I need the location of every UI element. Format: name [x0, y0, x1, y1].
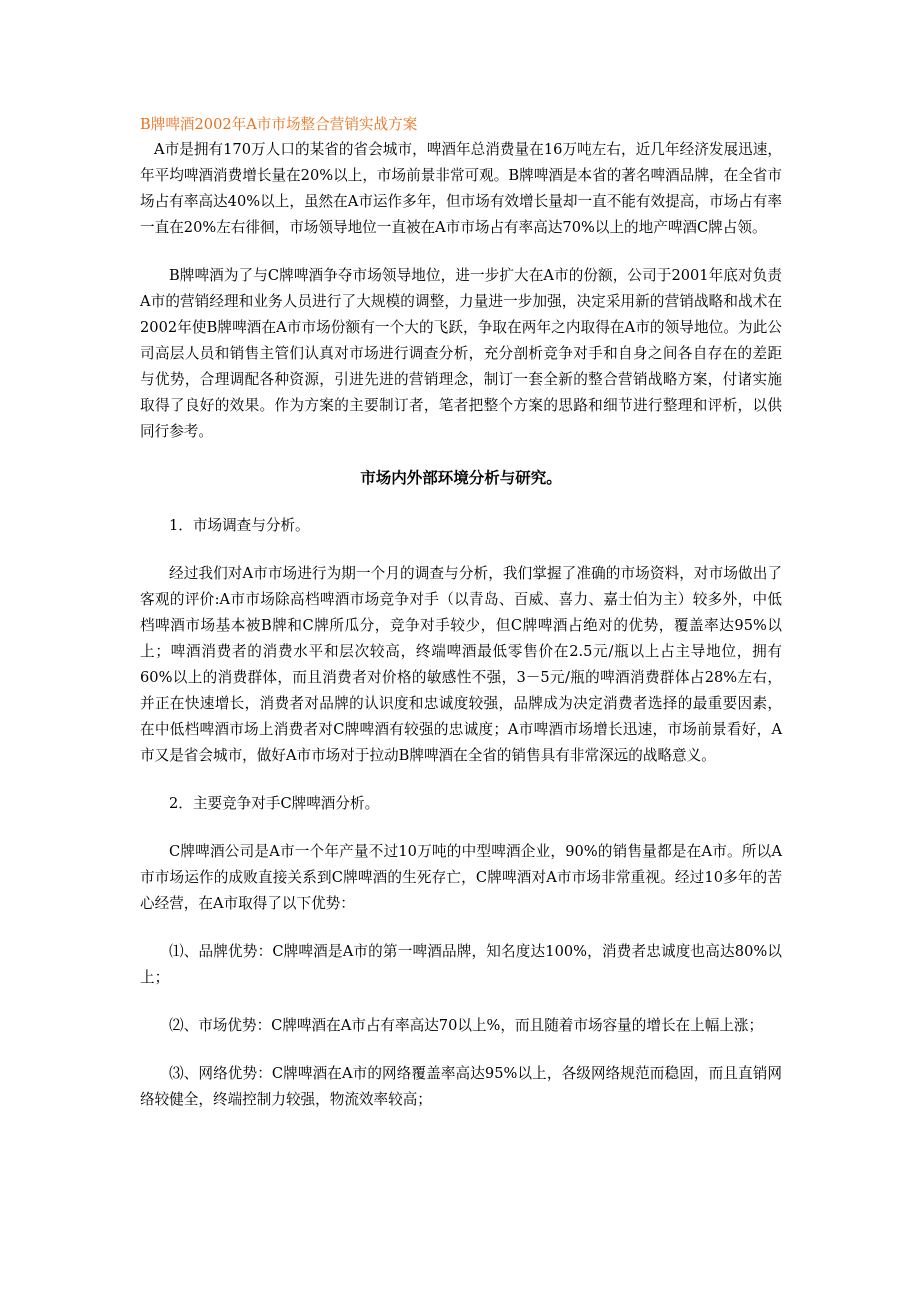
section-heading: 市场内外部环境分析与研究。: [360, 468, 562, 487]
intro-paragraph-2: B牌啤酒为了与C牌啤酒争夺市场领导地位，进一步扩大在A市的份额，公司于2001年底对负责A市的营销经理和业务人员进行了大规模的调整，力量进一步加强，决定采用新的营销战略和战术在2002年使B牌啤酒在A市市场份额有一个大的飞跃，争取在两年之内取得在A市的领导地位。为此公司高层人员和销售主管们认真对市场进行调查分析，充分剖析竞争对手和自身之间各自存在的差距与优势，合理调配各种资源，引进先进的营销理念，制订一套全新的整合营销战略方案，付诸实施取得了良好的效果。作为方案的主要制订者，笔者把整个方案的思路和细节进行整理和评析，以供同行参考。: [140, 267, 782, 440]
competitor-paragraph: C牌啤酒公司是A市一个年产量不过10万吨的中型啤酒企业，90%的销售量都是在A市。所以A市市场运作的成败直接关系到C牌啤酒的生死存亡，C牌啤酒对A市市场非常重视。经过10多年的苦心经营，在A市取得了以下优势：: [140, 843, 782, 912]
advantage-item-3: ⑶、网络优势：C牌啤酒在A市的网络覆盖率高达95%以上，各级网络规范而稳固，而且直销网络较健全，终端控制力较强，物流效率较高；: [140, 1065, 782, 1108]
document-title: B牌啤酒2002年A市市场整合营销实战方案: [140, 116, 418, 133]
survey-paragraph: 经过我们对A市市场进行为期一个月的调查与分析，我们掌握了准确的市场资料，对市场做出了客观的评价:A市市场除高档啤酒市场竞争对手（以青岛、百威、喜力、嘉士伯为主）较多外，中低档啤酒市场基本被B牌和C牌所瓜分，竞争对手较少，但C牌啤酒占绝对的优势，覆盖率达95%以上；啤酒消费者的消费水平和层次较高，终端啤酒最低零售价在2.5元/瓶以上占主导地位，拥有60%以上的消费群体，而且消费者对价格的敏感性不强，3－5元/瓶的啤酒消费群体占28%左右，并正在快速增长，消费者对品牌的认识度和忠诚度较强，品牌成为决定消费者选择的最重要因素，在中低档啤酒市场上消费者对C牌啤酒有较强的忠诚度；A市啤酒市场增长迅速，市场前景看好，A市又是省会城市，做好A市市场对于拉动B牌啤酒在全省的销售具有非常深远的战略意义。: [140, 565, 782, 764]
subsection-heading-1: 1．市场调查与分析。: [169, 517, 310, 534]
document-body: [140, 113, 782, 1113]
intro-paragraph-1: A市是拥有170万人口的某省的省会城市，啤酒年总消费量在16万吨左右，近几年经济发展迅速，年平均啤酒消费增长量在20%以上，市场前景非常可观。B牌啤酒是本省的著名啤酒品牌，在全省市场占有率高达40%以上，虽然在A市运作多年，但市场有效增长量却一直不能有效提高，市场占有率一直在20%左右徘徊，市场领导地位一直被在A市市场占有率高达70%以上的地产啤酒C牌占领。: [140, 141, 782, 236]
advantage-item-2: ⑵、市场优势：C牌啤酒在A市占有率高达70以上%，而且随着市场容量的增长在上幅上涨；: [169, 1017, 764, 1034]
advantage-item-1: ⑴、品牌优势：C牌啤酒是A市的第一啤酒品牌，知名度达100%，消费者忠诚度也高达80%以上；: [140, 943, 782, 986]
subsection-heading-2: 2．主要竞争对手C牌啤酒分析。: [169, 795, 380, 812]
